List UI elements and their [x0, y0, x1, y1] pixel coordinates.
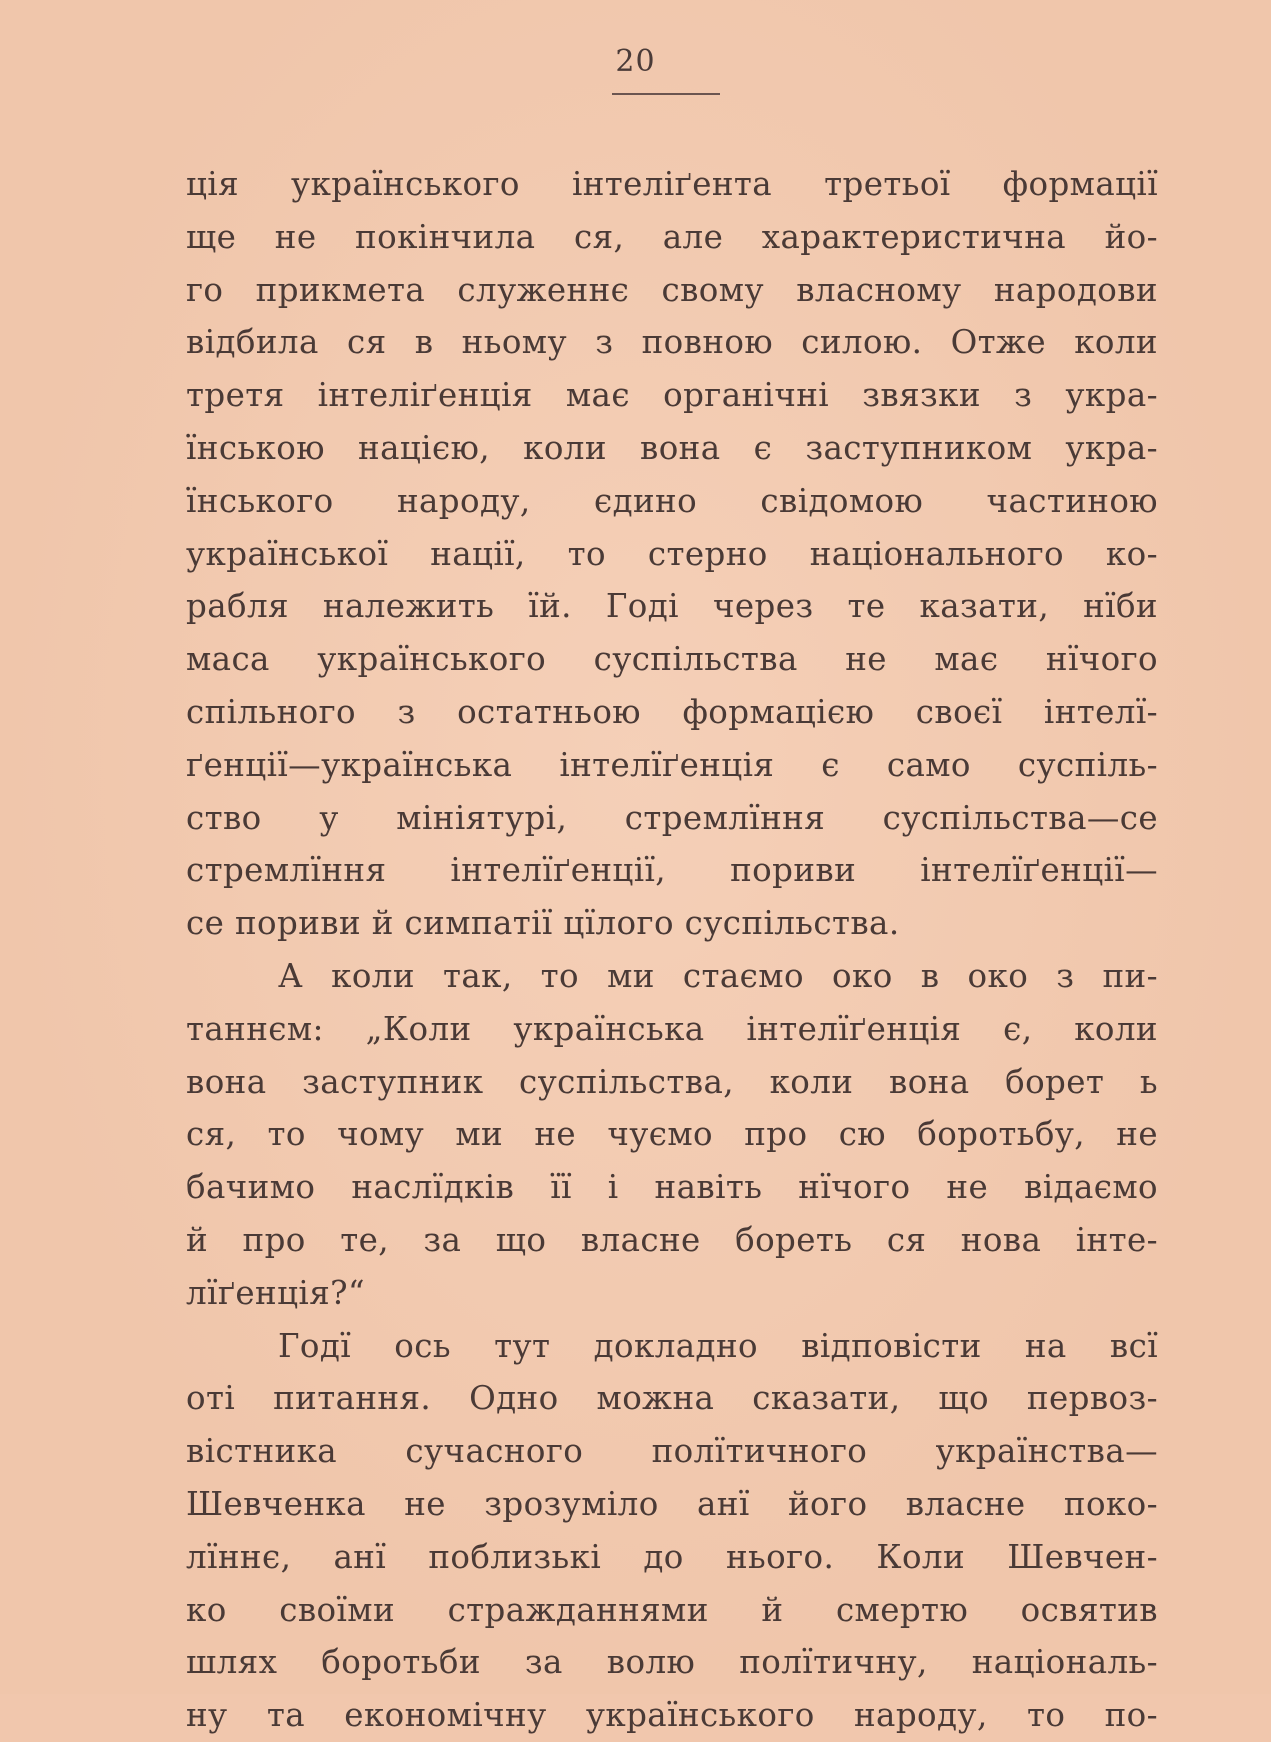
text-line: таннєм: „Коли українська інтелїґенція є, коли — [186, 1009, 1158, 1048]
text-line: оті питання. Одно можна сказати, що первоз- — [186, 1379, 1158, 1418]
text-line: ну та економічну українського народу, то по- — [186, 1696, 1158, 1735]
text-line: бачимо наслїдків її і навіть нїчого не відаємо — [186, 1168, 1158, 1207]
text-line: шлях боротьби за волю полїтичну, національ- — [186, 1643, 1158, 1682]
text-line: лїннє, анї поблизькі до нього. Коли Шевчен- — [186, 1537, 1158, 1576]
text-line: ся, то чому ми не чуємо про сю боротьбу, не — [186, 1115, 1158, 1154]
text-line: стремлїння інтелїґенції, пориви інтелїґенції— — [186, 851, 1158, 890]
text-line: української нації, то стерно національного ко- — [186, 534, 1158, 573]
text-line: А коли так, то ми стаємо око в око з пи- — [278, 956, 1158, 995]
text-line: ще не покінчила ся, але характеристична йо- — [186, 217, 1158, 256]
text-line: ґенції—українська інтелїґенція є само суспіль- — [186, 745, 1158, 784]
text-line: рабля належить їй. Годі через те казати, нїби — [186, 587, 1158, 626]
text-line: ство у мініятурі, стремлїння суспільства—се — [186, 798, 1158, 837]
text-line: лїґенція?“ — [186, 1273, 365, 1312]
text-line: спільного з остатньою формацією своєї інтелї- — [186, 692, 1158, 731]
text-line: го прикмета служеннє свому власному народови — [186, 270, 1158, 309]
text-line: вістника сучасного полїтичного українства— — [186, 1432, 1158, 1471]
text-line: маса українського суспільства не має нїчого — [186, 640, 1158, 679]
text-line: відбила ся в ньому з повною силою. Отже коли — [186, 323, 1158, 362]
text-line: й про те, за що власне бореть ся нова інте- — [186, 1220, 1158, 1259]
text-line: ція українського інтеліґента третьої формації — [186, 165, 1158, 203]
text-line: ко своїми стражданнями й смертю освятив — [186, 1590, 1158, 1629]
page-number: 20 — [615, 44, 656, 79]
text-line: їнського народу, єдино свідомою частиною — [186, 481, 1158, 520]
text-line: вона заступник суспільства, коли вона борет ь — [186, 1062, 1158, 1101]
text-line: се пориви й симпатії цїлого суспільства. — [186, 904, 900, 943]
header-rule — [612, 93, 720, 95]
text-line: Годї ось тут докладно відповісти на всї — [278, 1326, 1158, 1365]
text-line: їнською нацією, коли вона є заступником укра- — [186, 428, 1158, 467]
text-line: третя інтеліґенція має органічні звязки з укра- — [186, 376, 1158, 415]
text-line: Шевченка не зрозуміло анї його власне поко- — [186, 1484, 1158, 1523]
body-text — [186, 158, 1158, 1742]
